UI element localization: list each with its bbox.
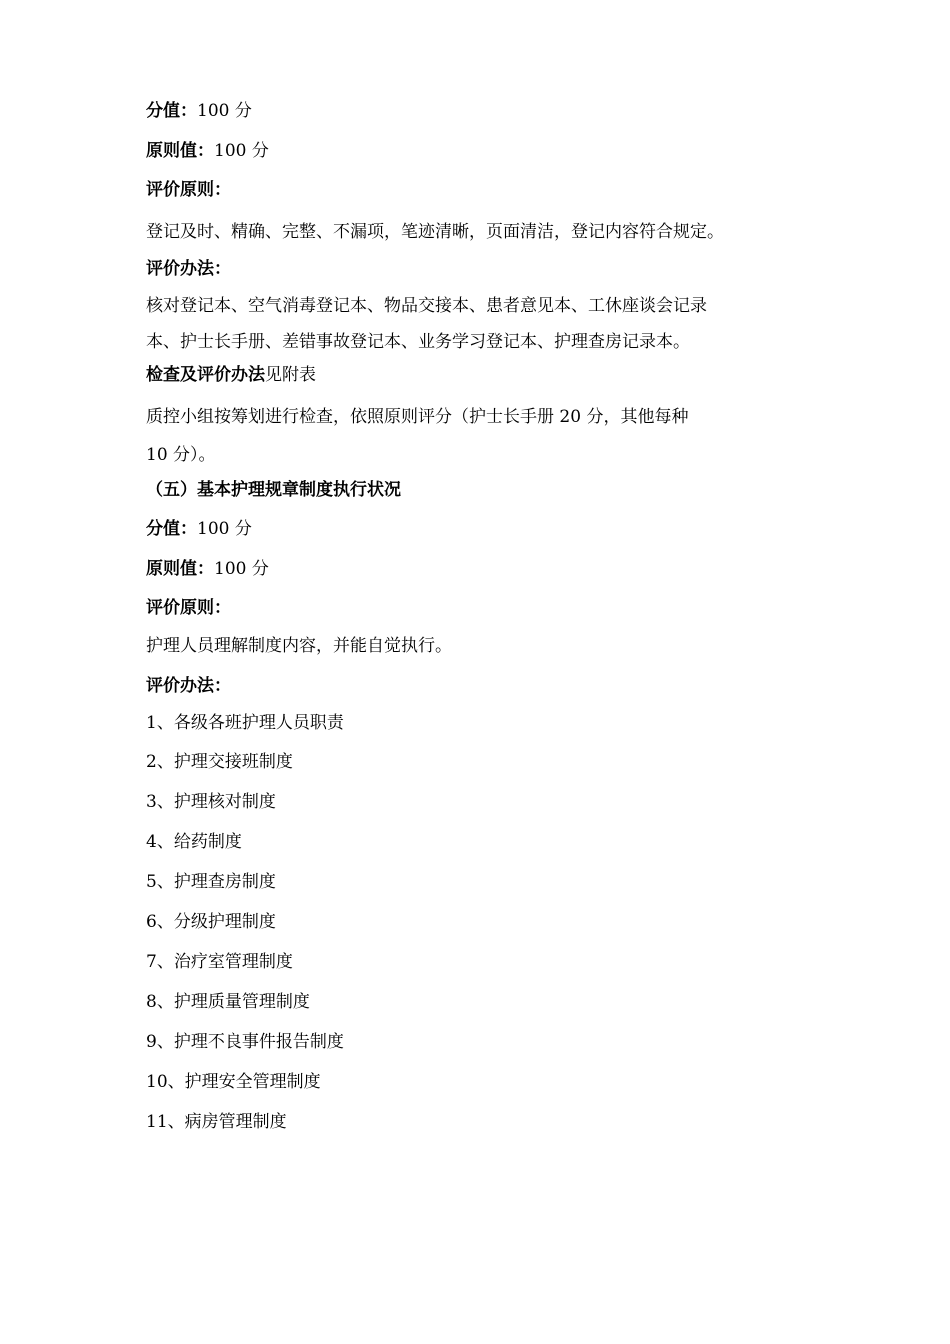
score-label: 分值：: [146, 101, 197, 121]
list-item: 8、护理质量管理制度: [146, 992, 310, 1012]
check-suffix: 见附表: [265, 365, 316, 385]
section-title: （五）基本护理规章制度执行状况: [146, 480, 401, 500]
standard-label: 原则值：: [146, 141, 214, 161]
check-text-line-1: 质控小组按筹划进行检查，依照原则评分（护士长手册 20 分，其他每种: [146, 407, 689, 427]
list-item: 6、分级护理制度: [146, 912, 276, 932]
list-item: 10、护理安全管理制度: [146, 1072, 321, 1092]
score-line: [146, 100, 252, 122]
method-heading-2: 评价办法：: [146, 676, 231, 696]
principle-heading: 评价原则：: [146, 180, 231, 200]
standard-value-2: 100 分: [214, 559, 269, 579]
method-text-line-1: 核对登记本、空气消毒登记本、物品交接本、患者意见本、工休座谈会记录: [146, 296, 707, 316]
list-item: 3、护理核对制度: [146, 792, 276, 812]
list-item: 5、护理查房制度: [146, 872, 276, 892]
check-heading-line: [146, 364, 316, 386]
list-item: 4、给药制度: [146, 832, 242, 852]
standard-line: [146, 140, 269, 162]
principle-text: 登记及时、精确、完整、不漏项，笔迹清晰，页面清洁，登记内容符合规定。: [146, 222, 724, 242]
standard-label-2: 原则值：: [146, 559, 214, 579]
list-item: 2、护理交接班制度: [146, 752, 293, 772]
check-text-line-2: 10 分）。: [146, 445, 216, 465]
method-heading: 评价办法：: [146, 259, 231, 279]
list-item: 1、各级各班护理人员职责: [146, 713, 344, 733]
standard-value: 100 分: [214, 141, 269, 161]
list-item: 9、护理不良事件报告制度: [146, 1032, 344, 1052]
standard-line-2: [146, 558, 269, 580]
list-item: 11、病房管理制度: [146, 1112, 287, 1132]
principle-heading-2: 评价原则：: [146, 598, 231, 618]
score-line-2: [146, 518, 252, 540]
principle-text-2: 护理人员理解制度内容，并能自觉执行。: [146, 636, 452, 656]
list-item: 7、治疗室管理制度: [146, 952, 293, 972]
score-label-2: 分值：: [146, 519, 197, 539]
check-heading: 检查及评价办法: [146, 365, 265, 385]
method-text-line-2: 本、护士长手册、差错事故登记本、业务学习登记本、护理查房记录本。: [146, 332, 690, 352]
score-value: 100 分: [197, 101, 252, 121]
score-value-2: 100 分: [197, 519, 252, 539]
